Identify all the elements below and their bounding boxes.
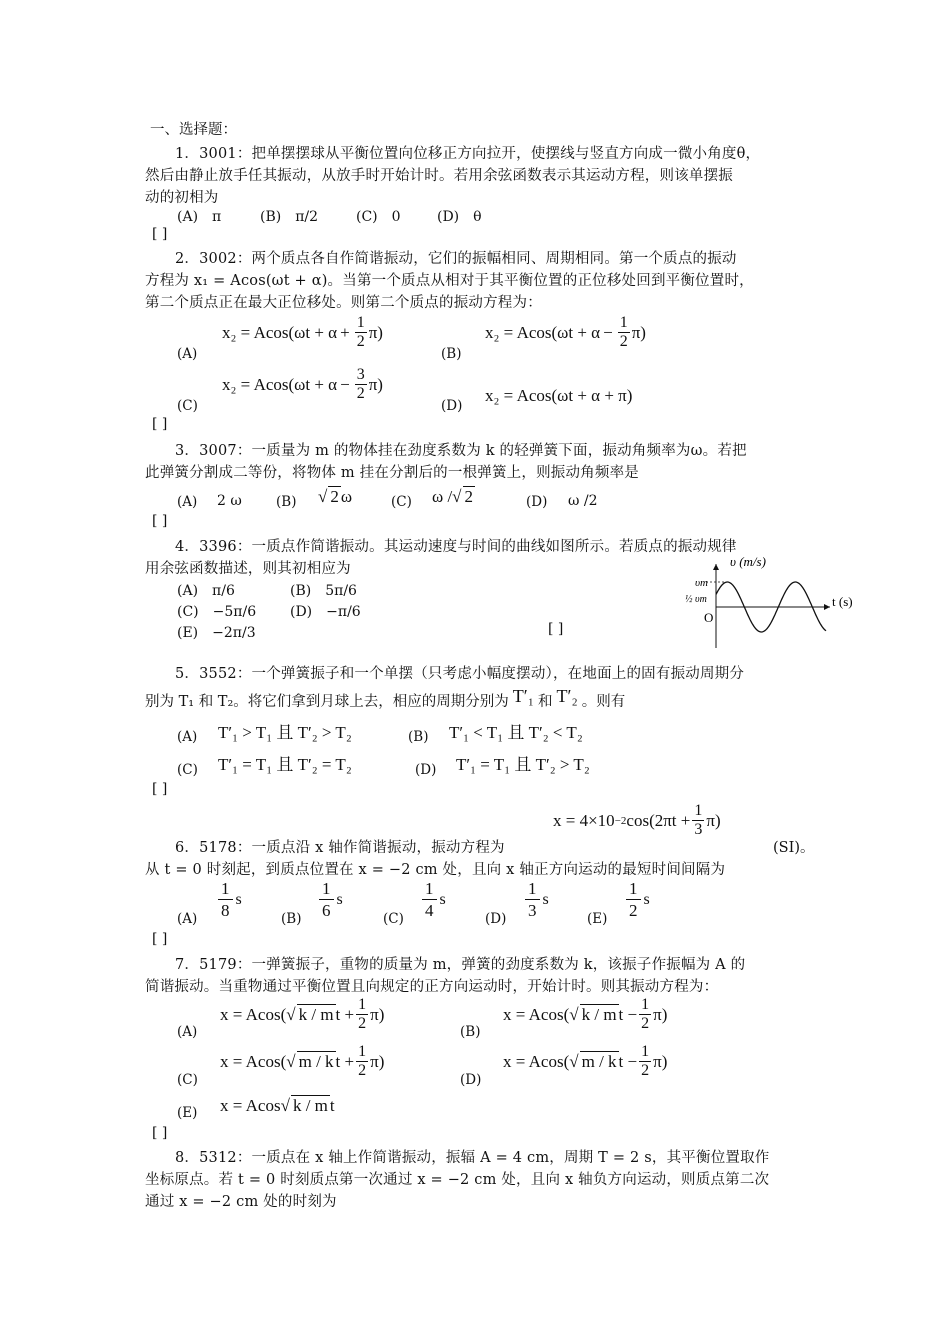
q6-line-1: 6．5178：一质点沿 x 轴作简谐振动，振动方程为 bbox=[175, 840, 505, 856]
q5-answer-bracket[interactable]: [ ] bbox=[152, 781, 168, 797]
q1-option-d[interactable]: (D) θ bbox=[437, 209, 482, 225]
unit: s bbox=[235, 890, 242, 908]
q2-eq-c-prefix: x₂ = Acos(ωt + α bbox=[222, 374, 338, 394]
eq-head: x = Acos( bbox=[220, 1004, 287, 1024]
den: 2 bbox=[641, 1015, 650, 1032]
q6-label-d[interactable]: (D) bbox=[485, 911, 507, 927]
q5-label-c[interactable]: (C) bbox=[177, 762, 198, 778]
q2-eq-a-prefix: x₂ = Acos(ωt + α bbox=[222, 322, 338, 342]
radicand: k / m bbox=[581, 1005, 617, 1024]
q4-answer-bracket[interactable]: [ ] bbox=[548, 621, 564, 637]
q2-eq-c-close: π) bbox=[368, 374, 383, 394]
q4-option-d[interactable]: (D) −π/6 bbox=[290, 604, 361, 620]
q2-eq-b-prefix: x₂ = Acos(ωt + α bbox=[485, 322, 601, 342]
q4-option-c[interactable]: (C) −5π/6 bbox=[177, 604, 257, 620]
q2-answer-bracket[interactable]: [ ] bbox=[152, 416, 168, 432]
q3-option-c bbox=[432, 486, 475, 507]
q6-option-d bbox=[525, 880, 549, 919]
eq-close: π) bbox=[653, 1004, 668, 1024]
fraction bbox=[356, 1044, 368, 1079]
q2-eq-b-close: π) bbox=[631, 322, 646, 342]
q1-option-a[interactable]: (A) π bbox=[177, 209, 222, 225]
q6-option-b bbox=[319, 880, 343, 919]
q7-label-d[interactable]: (D) bbox=[460, 1072, 482, 1088]
den: 2 bbox=[358, 1015, 367, 1032]
den: 3 bbox=[694, 821, 703, 838]
q6-line-2: 从 t = 0 时刻起，到质点位置在 x = −2 cm 处，且向 x 轴正方向运动的最短时间间隔为 bbox=[145, 862, 726, 878]
q6-label-e[interactable]: (E) bbox=[587, 911, 608, 927]
q7-label-a[interactable]: (A) bbox=[177, 1024, 198, 1040]
fraction bbox=[218, 880, 233, 919]
q6-si-unit: (SI)。 bbox=[773, 840, 815, 856]
q5-t2-prime: T′₂ bbox=[556, 686, 578, 706]
q2-equation-d: x₂ = Acos(ωt + α + π) bbox=[485, 386, 633, 405]
num: 1 bbox=[525, 880, 540, 900]
q7-equation-e bbox=[220, 1095, 335, 1116]
q5-label-a[interactable]: (A) bbox=[177, 729, 198, 745]
num: 1 bbox=[358, 1043, 367, 1060]
q3-opt-b-tail: ω bbox=[340, 486, 353, 506]
den: 3 bbox=[528, 901, 537, 920]
origin-label: O bbox=[704, 610, 714, 625]
q2-equation-c bbox=[222, 367, 383, 402]
den: 2 bbox=[358, 1062, 367, 1079]
q2-eq-b-op: − bbox=[603, 322, 613, 342]
q3-opt-c-radicand: 2 bbox=[464, 487, 474, 506]
num: 1 bbox=[626, 880, 641, 900]
unit: s bbox=[336, 890, 343, 908]
q8-line-2: 坐标原点。若 t = 0 时刻质点第一次通过 x = −2 cm 处，且向 x 轴负方向运动，则质点第二次 bbox=[145, 1172, 770, 1188]
q7-answer-bracket[interactable]: [ ] bbox=[152, 1125, 168, 1141]
q7-label-c[interactable]: (C) bbox=[177, 1072, 198, 1088]
q5-line-2-head: 别为 T₁ 和 T₂。将它们拿到月球上去，相应的周期分别为 bbox=[145, 694, 509, 710]
radicand: m / k bbox=[581, 1052, 617, 1071]
num: 1 bbox=[641, 996, 650, 1013]
sqrt-sign: √ bbox=[286, 1004, 296, 1024]
eq-head: x = Acos( bbox=[503, 1051, 570, 1071]
q5-line-2 bbox=[145, 686, 626, 711]
num: 3 bbox=[356, 366, 365, 383]
q2-eq-a-fraction bbox=[355, 315, 367, 350]
eq-head: x = Acos bbox=[220, 1095, 281, 1115]
q5-option-d: T′₁ = T₁ 且 T′₂ > T₂ bbox=[456, 755, 590, 774]
num: 1 bbox=[641, 1043, 650, 1060]
q2-label-d[interactable]: (D) bbox=[441, 398, 463, 414]
q1-option-c[interactable]: (C) 0 bbox=[356, 209, 401, 225]
q3-label-d[interactable]: (D) bbox=[526, 494, 548, 510]
q3-label-a[interactable]: (A) bbox=[177, 494, 198, 510]
x-axis-label: t (s) bbox=[832, 594, 853, 609]
q5-option-b: T′₁ < T₁ 且 T′₂ < T₂ bbox=[449, 723, 583, 742]
q7-label-e[interactable]: (E) bbox=[177, 1105, 198, 1121]
q6-equation bbox=[553, 803, 721, 838]
q5-line-2-tail: 。则有 bbox=[581, 694, 626, 710]
half-vm-label: ½ υm bbox=[685, 594, 707, 605]
den: 2 bbox=[356, 385, 365, 402]
q8-line-1: 8．5312：一质点在 x 轴上作简谐振动，振辐 A = 4 cm，周期 T = 2 s，其平衡位置取作 bbox=[175, 1150, 770, 1166]
q6-eq-head: x = 4×10 bbox=[553, 810, 615, 830]
num: 1 bbox=[356, 314, 365, 331]
eq-head: x = Acos( bbox=[220, 1051, 287, 1071]
q6-label-c[interactable]: (C) bbox=[383, 911, 404, 927]
q3-option-d: ω /2 bbox=[568, 493, 598, 509]
sqrt-sign: √ bbox=[569, 1051, 579, 1071]
q5-t1-prime: T′₁ bbox=[512, 686, 535, 706]
q2-label-a[interactable]: (A) bbox=[177, 346, 198, 362]
q3-label-c[interactable]: (C) bbox=[391, 494, 412, 510]
den: 4 bbox=[425, 901, 434, 920]
q3-option-a: 2 ω bbox=[217, 493, 242, 509]
eq-tail: t bbox=[329, 1095, 335, 1115]
num: 1 bbox=[422, 880, 437, 900]
q2-line-1: 2．3002：两个质点各自作简谐振动，它们的振幅相同、周期相同。第一个质点的振动 bbox=[175, 251, 737, 267]
vm-label: υm bbox=[695, 577, 708, 589]
q4-option-a[interactable]: (A) π/6 bbox=[177, 583, 235, 599]
q2-line-2: 方程为 x₁ = Acos(ωt + α)。当第一个质点从相对于其平衡位置的正位移处回到平衡位置时， bbox=[145, 273, 754, 289]
num: 1 bbox=[694, 802, 703, 819]
radicand: k / m bbox=[292, 1096, 328, 1115]
eq-op: t − bbox=[618, 1051, 638, 1071]
q7-label-b[interactable]: (B) bbox=[460, 1024, 481, 1040]
q6-eq-tail: π) bbox=[706, 810, 721, 830]
q1-line-2: 然后由静止放手任其振动，从放手时开始计时。若用余弦函数表示其运动方程，则该单摆振 bbox=[145, 168, 733, 184]
den: 6 bbox=[322, 901, 331, 920]
eq-op: t − bbox=[618, 1004, 638, 1024]
q3-line-2: 此弹簧分割成二等份，将物体 m 挂在分割后的一根弹簧上，则振动角频率是 bbox=[145, 465, 639, 481]
den: 2 bbox=[641, 1062, 650, 1079]
fraction bbox=[626, 880, 641, 919]
q3-option-b bbox=[318, 486, 352, 507]
q2-equation-b bbox=[485, 315, 646, 350]
y-axis-label: υ (m/s) bbox=[730, 554, 766, 569]
q7-equation-b bbox=[503, 997, 667, 1032]
q7-line-1: 7．5179：一弹簧振子，重物的质量为 m，弹簧的劲度系数为 k，该振子作振幅为 A 的 bbox=[175, 957, 746, 973]
q2-equation-a bbox=[222, 315, 383, 350]
den: 8 bbox=[221, 901, 230, 920]
q8-line-3: 通过 x = −2 cm 处的时刻为 bbox=[145, 1194, 337, 1210]
q7-equation-a bbox=[220, 997, 384, 1032]
q7-equation-d bbox=[503, 1044, 667, 1079]
q6-eq-fraction bbox=[692, 803, 704, 838]
unit: s bbox=[542, 890, 549, 908]
q1-answer-bracket[interactable]: [ ] bbox=[152, 226, 168, 242]
fraction bbox=[422, 880, 437, 919]
fraction bbox=[356, 997, 368, 1032]
q2-label-b[interactable]: (B) bbox=[441, 346, 462, 362]
radicand: m / k bbox=[298, 1052, 334, 1071]
unit: s bbox=[643, 890, 650, 908]
q6-option-a bbox=[218, 880, 242, 919]
q6-label-a[interactable]: (A) bbox=[177, 911, 198, 927]
q5-line-1: 5．3552：一个弹簧振子和一个单摆（只考虑小幅度摆动），在地面上的固有振动周期分 bbox=[175, 666, 745, 682]
q3-answer-bracket[interactable]: [ ] bbox=[152, 513, 168, 529]
q4-line-2: 用余弦函数描述，则其初相应为 bbox=[145, 561, 351, 577]
fraction bbox=[639, 1044, 651, 1079]
eq-close: π) bbox=[653, 1051, 668, 1071]
velocity-time-graph bbox=[680, 552, 870, 650]
q2-eq-a-op: + bbox=[340, 322, 350, 342]
eq-close: π) bbox=[370, 1004, 385, 1024]
sqrt-sign: √ bbox=[286, 1051, 296, 1071]
den: 2 bbox=[629, 901, 638, 920]
den: 2 bbox=[619, 333, 628, 350]
q3-line-1: 3．3007：一质量为 m 的物体挂在劲度系数为 k 的轻弹簧下面，振动角频率为ω。若把 bbox=[175, 443, 747, 459]
q5-label-b[interactable]: (B) bbox=[408, 729, 429, 745]
eq-op: t + bbox=[335, 1004, 355, 1024]
q6-eq-mid: cos(2πt + bbox=[626, 810, 691, 830]
q5-option-a: T′₁ > T₁ 且 T′₂ > T₂ bbox=[218, 723, 352, 742]
q1-line-3: 动的初相为 bbox=[145, 190, 219, 206]
q4-line-1: 4．3396：一质点作简谐振动。其运动速度与时间的曲线如图所示。若质点的振动规律 bbox=[175, 539, 737, 555]
q5-and: 和 bbox=[538, 694, 553, 710]
q3-label-b[interactable]: (B) bbox=[276, 494, 297, 510]
eq-close: π) bbox=[370, 1051, 385, 1071]
q2-eq-c-op: − bbox=[340, 374, 350, 394]
q5-label-d[interactable]: (D) bbox=[415, 762, 437, 778]
q1-option-b[interactable]: (B) π/2 bbox=[260, 209, 319, 225]
fraction bbox=[319, 880, 334, 919]
q2-eq-c-fraction bbox=[355, 367, 367, 402]
sqrt-sign: √ bbox=[280, 1095, 290, 1115]
q7-line-2: 简谐振动。当重物通过平衡位置且向规定的正方向运动时，开始计时。则其振动方程为： bbox=[145, 979, 719, 995]
q2-line-3: 第二个质点正在最大正位移处。则第二个质点的振动方程为： bbox=[145, 295, 542, 311]
q6-eq-exponent: −2 bbox=[614, 814, 627, 827]
q5-option-c: T′₁ = T₁ 且 T′₂ = T₂ bbox=[218, 755, 352, 774]
q7-equation-c bbox=[220, 1044, 384, 1079]
q3-opt-b-radicand: 2 bbox=[330, 487, 339, 506]
eq-op: t + bbox=[335, 1051, 355, 1071]
q2-eq-a-close: π) bbox=[368, 322, 383, 342]
q2-eq-b-fraction bbox=[618, 315, 630, 350]
q4-option-e[interactable]: (E) −2π/3 bbox=[177, 625, 256, 641]
fraction bbox=[639, 997, 651, 1032]
num: 1 bbox=[319, 880, 334, 900]
sqrt-sign: √ bbox=[318, 486, 328, 506]
eq-head: x = Acos( bbox=[503, 1004, 570, 1024]
q6-option-e bbox=[626, 880, 650, 919]
q2-label-c[interactable]: (C) bbox=[177, 398, 198, 414]
radicand: k / m bbox=[298, 1005, 334, 1024]
num: 1 bbox=[619, 314, 628, 331]
q1-line-1: 1．3001：把单摆摆球从平衡位置向位移正方向拉开，使摆线与竖直方向成一微小角度θ， bbox=[175, 146, 761, 162]
den: 2 bbox=[356, 333, 365, 350]
q6-answer-bracket[interactable]: [ ] bbox=[152, 931, 168, 947]
fraction bbox=[525, 880, 540, 919]
unit: s bbox=[439, 890, 446, 908]
num: 1 bbox=[358, 996, 367, 1013]
q3-opt-c-head: ω / bbox=[432, 486, 453, 506]
q6-label-b[interactable]: (B) bbox=[281, 911, 302, 927]
section-title: 一、选择题： bbox=[150, 122, 237, 138]
q4-option-b[interactable]: (B) 5π/6 bbox=[290, 583, 357, 599]
sqrt-sign: √ bbox=[569, 1004, 579, 1024]
num: 1 bbox=[218, 880, 233, 900]
q6-option-c bbox=[422, 880, 446, 919]
sqrt-sign: √ bbox=[452, 486, 462, 506]
